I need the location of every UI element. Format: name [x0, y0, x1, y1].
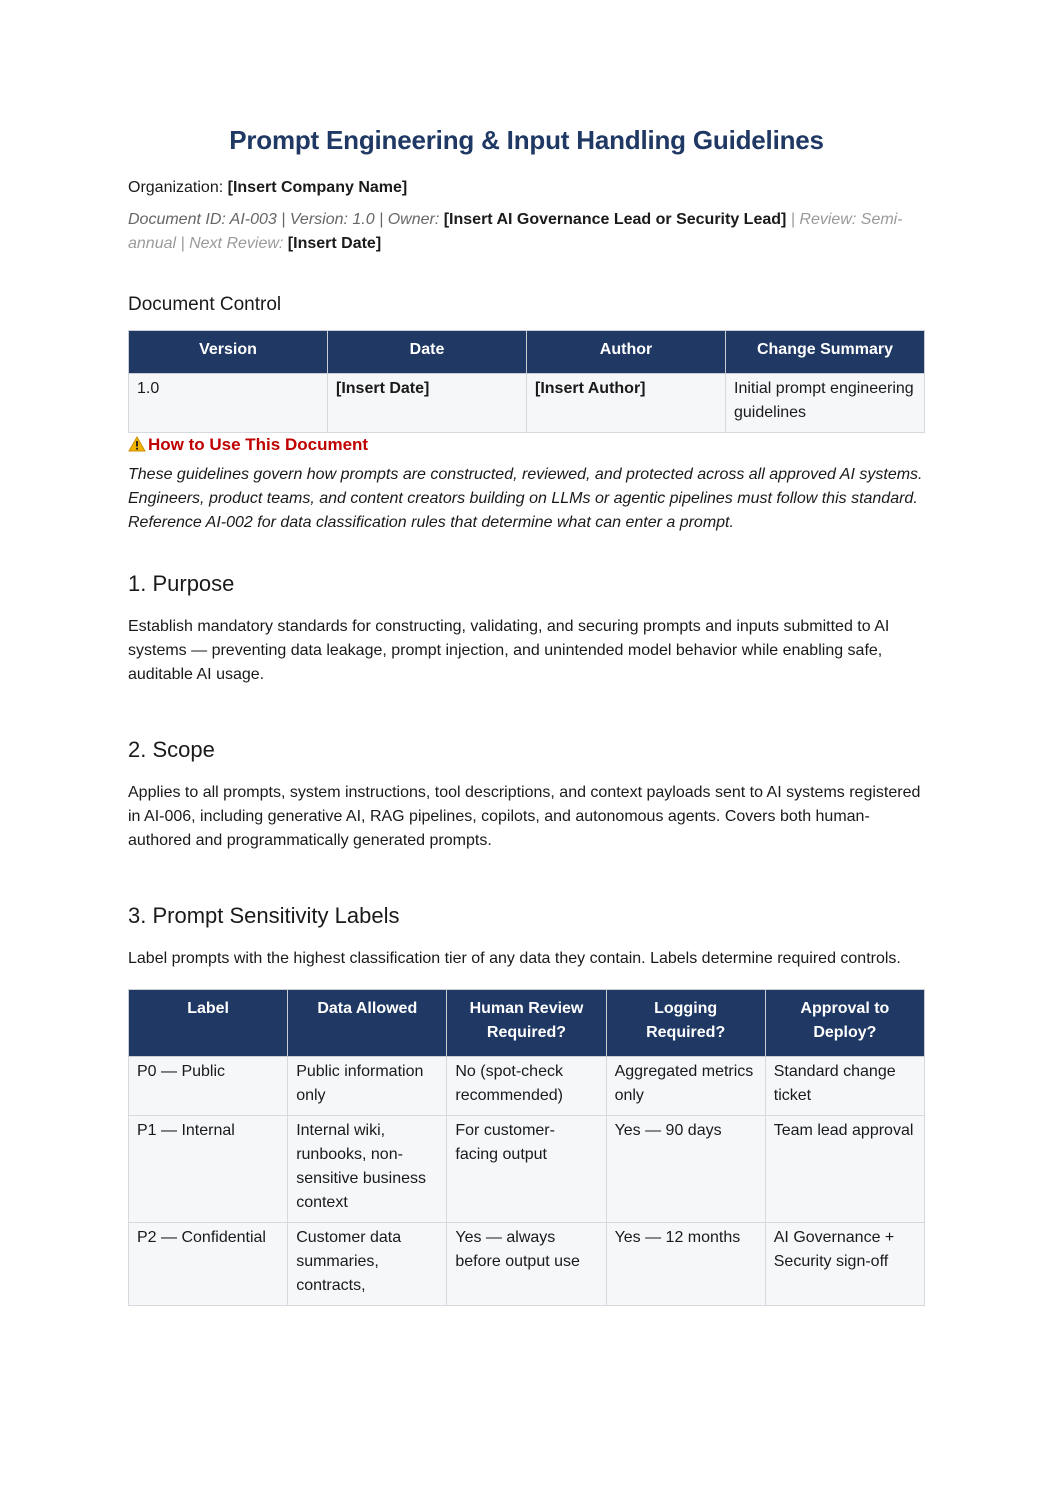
table-cell: Internal wiki, runbooks, non-sensitive business context [288, 1116, 447, 1223]
document-title: Prompt Engineering & Input Handling Guidelines [229, 125, 824, 155]
section-body: Establish mandatory standards for constructing, validating, and securing prompts and inputs submitted to AI systems — preventing data leakage, prompt injection, and unintended model behavior while enabling safe, auditable AI usage. [128, 618, 890, 683]
table-header-row [129, 990, 925, 1057]
document-control-table [128, 330, 925, 433]
table-cell [527, 374, 726, 433]
how-to-body: These guidelines govern how prompts are constructed, reviewed, and protected across all approved AI systems. Engineers, product teams, and content creators building on LLMs or agentic pipelines must follow this standard. Reference AI-002 for data classification rules that determine what can enter a prompt. [128, 466, 923, 531]
column-header: Data Allowed [288, 990, 447, 1057]
how-to-title: How to Use This Document [148, 435, 369, 454]
section-heading: 3. Prompt Sensitivity Labels [128, 903, 400, 928]
document-metadata [128, 208, 925, 256]
table-row [129, 1057, 925, 1116]
table-cell: P2 — Confidential [129, 1223, 288, 1306]
table-cell: P0 — Public [129, 1057, 288, 1116]
table-cell: Public information only [288, 1057, 447, 1116]
table-cell: No (spot-check recommended) [447, 1057, 606, 1116]
warning-icon [128, 433, 148, 457]
table-cell: AI Governance + Security sign-off [765, 1223, 924, 1306]
document-content [128, 120, 925, 1306]
table-cell: Customer data summaries, contracts, [288, 1223, 447, 1306]
table-row [129, 1116, 925, 1223]
meta-review-value: Semi-annual | Next Review: [128, 211, 903, 252]
author-placeholder: [Insert Author] [535, 380, 646, 397]
column-header: Approval to Deploy? [765, 990, 924, 1057]
meta-owner: [Insert AI Governance Lead or Security Lead] [443, 211, 787, 228]
column-header: Logging Required? [606, 990, 765, 1057]
column-header: Human Review Required? [447, 990, 606, 1057]
table-row [129, 374, 925, 433]
meta-next-review: [Insert Date] [287, 235, 382, 252]
date-placeholder: [Insert Date] [336, 380, 430, 397]
column-header: Author [527, 331, 726, 374]
table-cell: P1 — Internal [129, 1116, 288, 1223]
table-cell: Yes — 12 months [606, 1223, 765, 1306]
organization-label: Organization: [128, 179, 224, 196]
column-header: Label [129, 990, 288, 1057]
table-cell: Aggregated metrics only [606, 1057, 765, 1116]
document-control-heading: Document Control [128, 294, 282, 315]
section-heading: 2. Scope [128, 737, 215, 762]
table-cell: Yes — 90 days [606, 1116, 765, 1223]
column-header: Date [328, 331, 527, 374]
table-cell: Yes — always before output use [447, 1223, 606, 1306]
table-cell: Team lead approval [765, 1116, 924, 1223]
column-header: Version [129, 331, 328, 374]
how-to-heading [128, 433, 925, 457]
table-cell [328, 374, 527, 433]
section-body: Applies to all prompts, system instructions, tool descriptions, and context payloads sent to AI systems registered in AI-006, including generative AI, RAG pipelines, copilots, and autonomous agents. Covers both human-authored and programmatically generated prompts. [128, 784, 921, 849]
table-row [129, 1223, 925, 1306]
meta-id-version: Document ID: AI-003 | Version: 1.0 | Owner: [128, 211, 440, 228]
table-cell: For customer-facing output [447, 1116, 606, 1223]
table-cell: Initial prompt engineering guidelines [726, 374, 925, 433]
table-cell: 1.0 [129, 374, 328, 433]
table-header-row [129, 331, 925, 374]
section-body: Label prompts with the highest classification tier of any data they contain. Labels determine required controls. [128, 950, 901, 967]
section-scope [128, 735, 925, 853]
meta-review-label: | Review: [790, 211, 857, 228]
table-cell: Standard change ticket [765, 1057, 924, 1116]
section-heading: 1. Purpose [128, 571, 235, 596]
column-header: Change Summary [726, 331, 925, 374]
section-sensitivity-labels [128, 901, 925, 971]
section-purpose [128, 569, 925, 687]
sensitivity-labels-table [128, 989, 925, 1306]
organization-line [128, 176, 925, 200]
organization-value: [Insert Company Name] [227, 179, 408, 196]
